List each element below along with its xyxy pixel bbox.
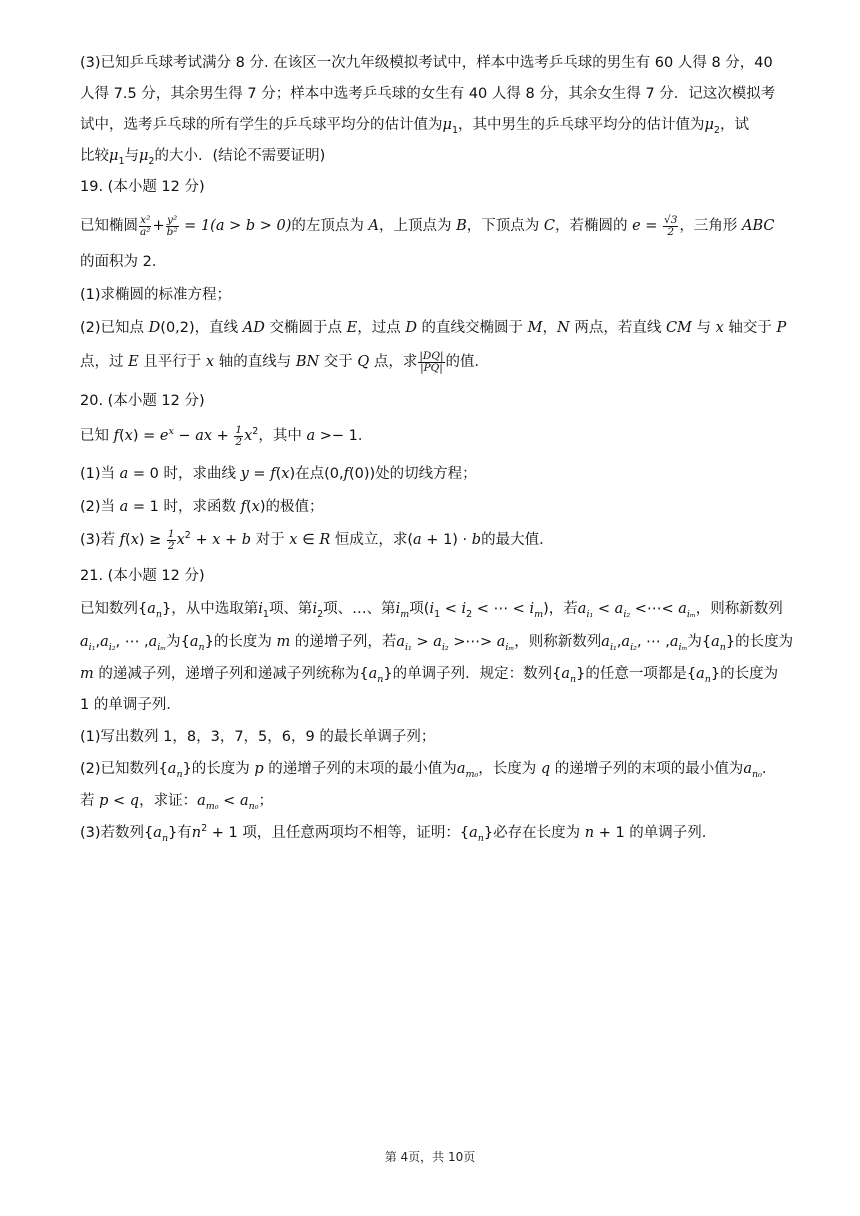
q21-header: 21. (本小题 12 分) [80, 568, 205, 584]
q21-line3: m 的递减子列，递增子列和递减子列统称为$\{a_n\}$的单调子列．规定：数列$\{a_n\}$的任意一项都是$\{a_n\}$的长度为 [80, 666, 779, 685]
q21-line2: $a_{i_1},a_{i_2}$, ⋯ $,a_{i_m}$为$\{a_n\}$的长度为 m 的递增子列，若$a_{i_1} > a_{i_2}$ >⋯> $a_{i_m}$，则称新数列$a_{i_1},a_{i_2}$, ⋯ $,a_{i_m}$为$\{a_n\}$的长度为 [80, 634, 794, 653]
q19-line2: 的面积为 2． [80, 254, 167, 270]
q18-part3-line3: 试中，选考乒乓球的所有学生的乒乓球平均分的估计值为$\mu_1$，其中男生的乒乓球平均分的估计值为$\mu_2$，试 [80, 117, 749, 136]
q20-header: 20. (本小题 12 分) [80, 393, 205, 409]
q19-part2-line1: (2)已知点 D(0,2)，直线 AD 交椭圆于点 E，过点 D 的直线交椭圆于 M，N 两点，若直线 CM 与 x 轴交于 P [80, 320, 787, 336]
q19-line1: 已知椭圆 $\frac{\text{x²}}{\text{a²}}$ + $\frac{\text{y²}}{\text{b²}}$ = 1(a > b > 0)的左顶点为 A，上顶点为 B，下顶点为 C，若椭圆的 e = $\frac{√3}{2}$ ，三角形 ABC [80, 213, 775, 238]
q18-part3-line1: (3)已知乒乓球考试满分 8 分. 在该区一次九年级模拟考试中，样本中选考乒乓球的男生有 60 人得 8 分，40 [80, 55, 773, 71]
q21-part3: (3)若数列$\{a_n\}$有$n^2 + 1$ 项，且任意两项均不相等，证明：$\{a_n\}$必存在长度为 n + 1 的单调子列. [80, 823, 707, 844]
q21-part2-line2: 若 p < q，求证：$a_{m_0} < a_{n_0}$； [80, 793, 274, 812]
q20-line1: 已知 $f(x) = e^x$ − ax + $\frac{1}{2}$ $x^2$，其中 a >− 1． [80, 423, 373, 448]
q21-part2-line1: (2)已知数列$\{a_n\}$的长度为 p 的递增子列的末项的最小值为$a_{m_0}$，长度为 q 的递增子列的末项的最小值为$a_{n_0}$. [80, 761, 767, 780]
q20-part3: (3)若 f(x) ≥ $\frac{1}{2}$ $x^2 + x + b$ 对于 x ∈ R 恒成立，求(a + 1) · b的最大值． [80, 527, 554, 552]
q20-part2: (2)当 a = 1 时，求函数 f(x)的极值； [80, 499, 324, 515]
q20-part1: (1)当 a = 0 时，求曲线 y = f(x)在点(0,f(0))处的切线方程； [80, 466, 477, 482]
q19-header: 19. (本小题 12 分) [80, 179, 205, 195]
q21-part1: (1)写出数列 1，8，3，7，5，6，9 的最长单调子列； [80, 729, 436, 745]
q19-part2-line2: 点，过 E 且平行于 x 轴的直线与 BN 交于 Q 点，求 $\frac{|DQ|}{|PQ|}$ 的值． [80, 349, 489, 374]
page-footer: 第 4页，共 10页 [384, 1150, 476, 1164]
q18-part3-line4: 比较$\mu_1$与$\mu_2$的大小．(结论不需要证明) [80, 148, 326, 167]
q18-part3-line2: 人得 7.5 分，其余男生得 7 分；样本中选考乒乓球的女生有 40 人得 8 分，其余女生得 7 分．记这次模拟考 [80, 86, 776, 102]
q21-line4: 1 的单调子列． [80, 697, 181, 713]
q19-part1: (1)求椭圆的标准方程； [80, 287, 232, 303]
q21-line1: 已知数列$\{a_n\}$，从中选取第$i_1$项、第$i_2$项、…、第$i_m$项($i_1 < i_2$ < ⋯ < $i_m$)，若$a_{i_1} < a_{i_2}$ <⋯< $a_{i_m}$，则称新数列 [80, 601, 783, 620]
